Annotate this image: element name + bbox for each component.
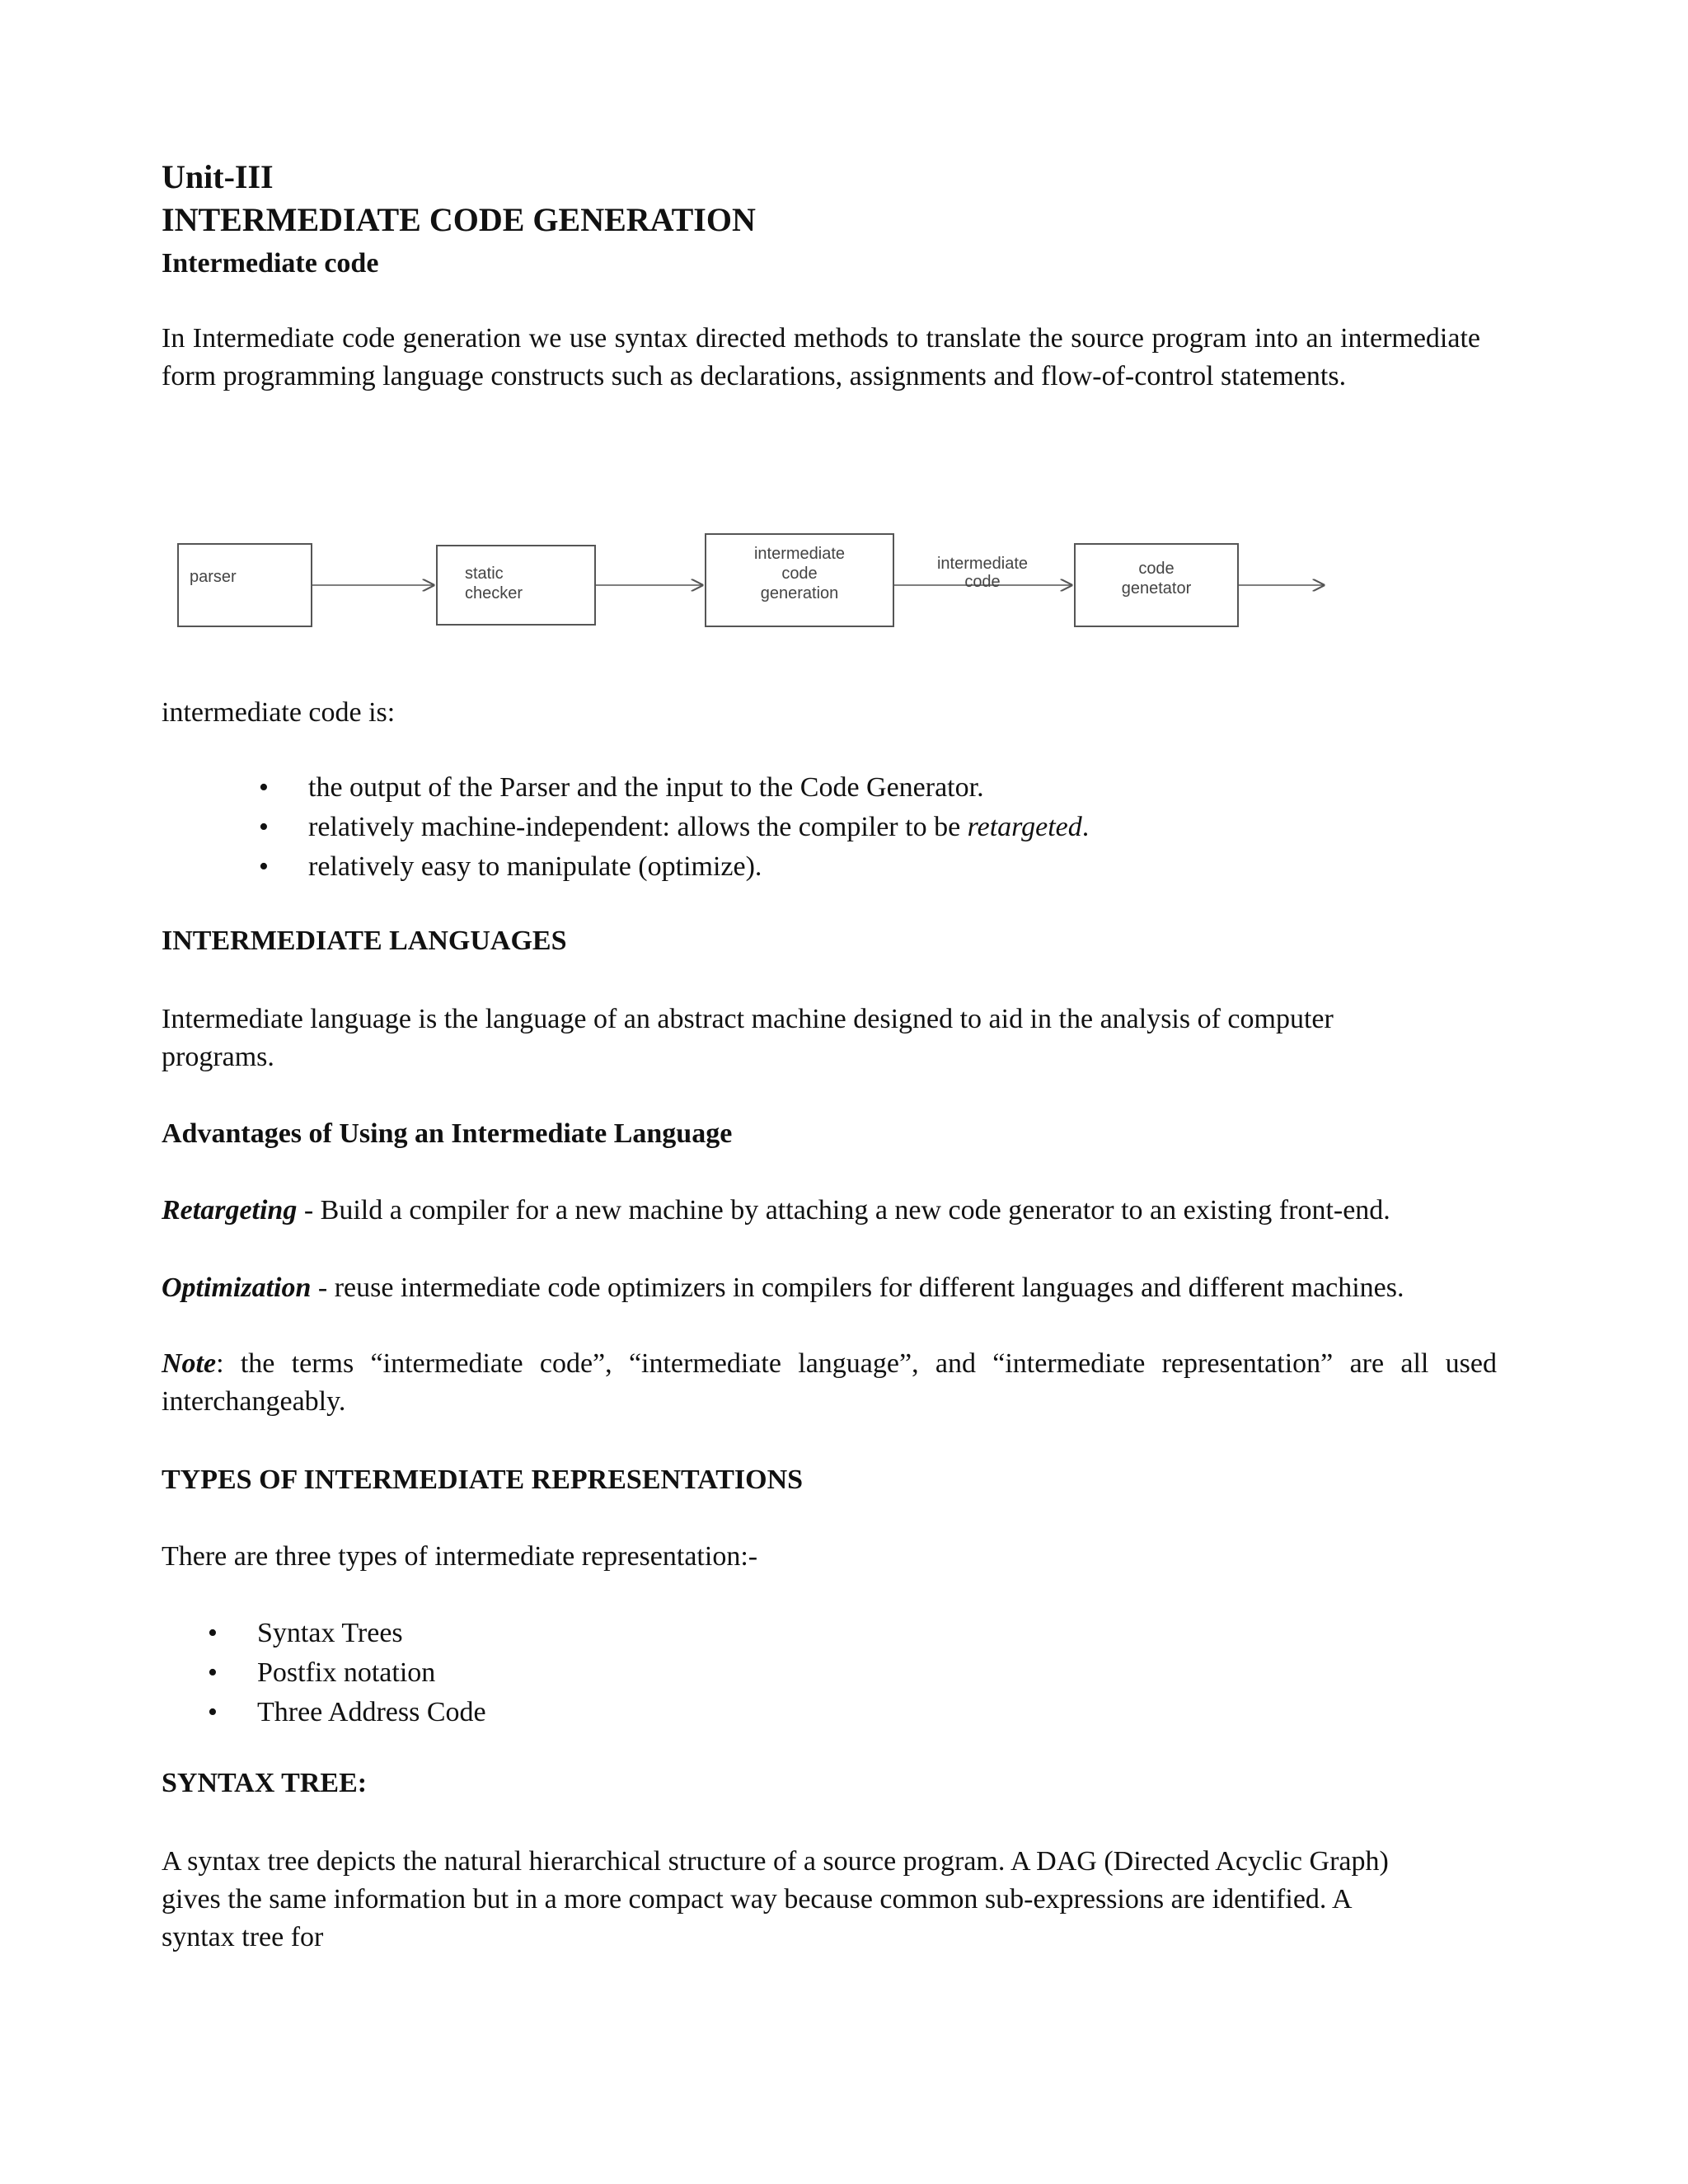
- list-item: • Three Address Code: [257, 1693, 1081, 1732]
- diagram-edge-label-code: code: [964, 573, 1001, 591]
- list-item: • relatively easy to manipulate (optimize).: [308, 847, 1545, 887]
- diagram-label-genetator: genetator: [1121, 579, 1192, 598]
- intermediate-code-properties-list: [259, 768, 1545, 887]
- list-item: • Syntax Trees: [257, 1614, 1081, 1653]
- section-heading-intermediate-languages: INTERMEDIATE LANGUAGES: [162, 926, 567, 956]
- bullet-icon: •: [208, 1697, 218, 1727]
- retargeting-term: Retargeting: [162, 1195, 298, 1226]
- retargeting-paragraph: Retargeting - Build a compiler for a new machine by attaching a new code generator to an existing front-end.: [162, 1195, 1390, 1226]
- bullet-icon: •: [259, 812, 269, 842]
- intro-paragraph: In Intermediate code generation we use syntax directed methods to translate the source program into an intermediate form programming language constructs such as declarations, assignments and flow-of-control statements.: [162, 323, 1480, 391]
- diagram-label-intermediate: intermediate: [753, 545, 846, 563]
- bullet-icon: •: [208, 1618, 218, 1648]
- list-item: • the output of the Parser and the input to the Code Generator.: [308, 768, 1545, 808]
- chapter-title: INTERMEDIATE CODE GENERATION: [162, 201, 756, 238]
- diagram-label-code2: code: [1138, 560, 1175, 578]
- types-lead: There are three types of intermediate representation:-: [162, 1541, 758, 1572]
- bullet-icon: •: [259, 851, 269, 882]
- diagram-label-checker: checker: [465, 584, 523, 602]
- retargeted-term: retargeted: [967, 812, 1082, 842]
- diagram-label-static: static: [465, 565, 504, 583]
- note-term: Note: [162, 1348, 217, 1379]
- list-item: • relatively machine-independent: allows the compiler to be retargeted.: [308, 808, 1545, 847]
- optimization-term: Optimization: [162, 1272, 312, 1303]
- types-list: [208, 1614, 1081, 1732]
- diagram-label-generation: generation: [760, 584, 839, 602]
- intermediate-languages-paragraph: Intermediate language is the language of an abstract machine designed to aid in the analysis of computer programs.: [162, 1004, 1334, 1072]
- section-heading-syntax-tree: SYNTAX TREE:: [162, 1768, 368, 1798]
- unit-title: Unit-III: [162, 158, 274, 195]
- list-item: • Postfix notation: [257, 1653, 1081, 1693]
- bullet-icon: •: [208, 1657, 218, 1688]
- section-heading-advantages: Advantages of Using an Intermediate Language: [162, 1118, 733, 1149]
- bullet-icon: •: [259, 772, 269, 803]
- section-heading-types: TYPES OF INTERMEDIATE REPRESENTATIONS: [162, 1465, 804, 1495]
- note-paragraph: Note: the terms “intermediate code”, “intermediate language”, and “intermediate representation” are all used interchangeably.: [162, 1348, 1497, 1417]
- intermediate-code-is-lead: intermediate code is:: [162, 697, 396, 728]
- diagram-label-parser: parser: [190, 568, 237, 586]
- diagram-label-code: code: [781, 565, 818, 583]
- compiler-pipeline-diagram: [162, 527, 1348, 635]
- optimization-paragraph: Optimization - reuse intermediate code optimizers in compilers for different languages and different machines.: [162, 1272, 1404, 1303]
- section-heading-intermediate-code: Intermediate code: [162, 248, 379, 279]
- diagram-edge-label-intermediate: intermediate: [936, 555, 1029, 573]
- syntax-tree-paragraph: A syntax tree depicts the natural hierarchical structure of a source program. A DAG (Directed Acyclic Graph) gives the same information but in a more compact way because common sub-expressions are identified. A syntax tree for: [162, 1846, 1389, 1952]
